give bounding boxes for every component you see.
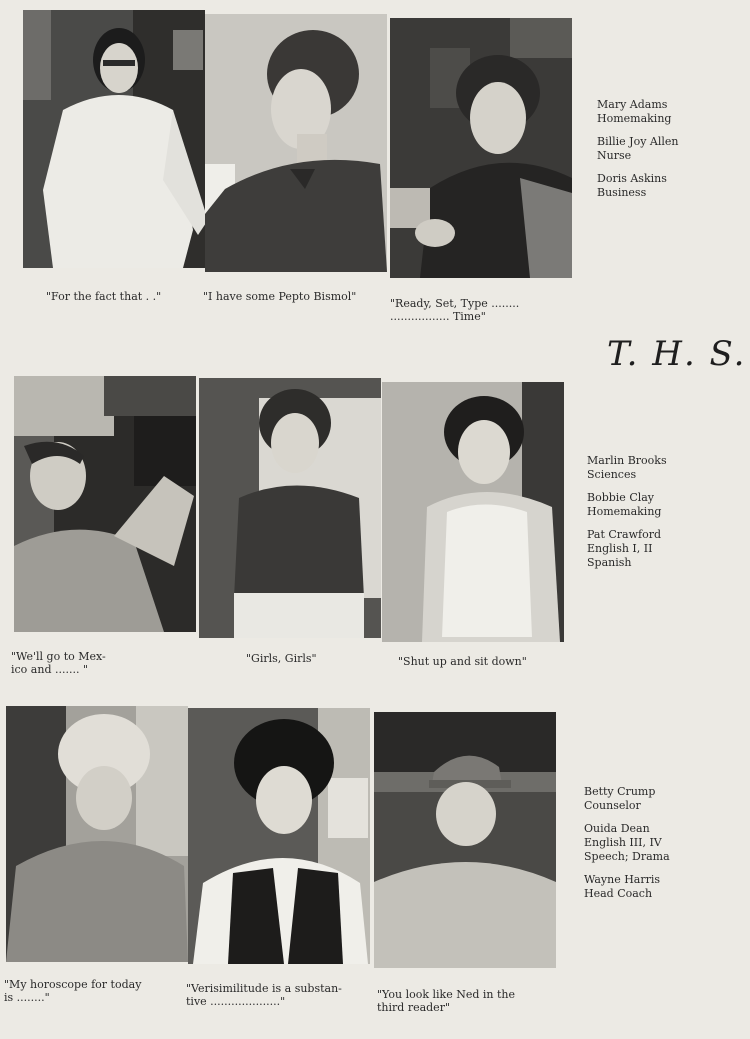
person-role: Nurse bbox=[597, 149, 632, 162]
person-ouida-dean bbox=[584, 822, 670, 864]
names-group-3 bbox=[584, 785, 670, 910]
caption-betty-crump: "My horoscope for today is ........" bbox=[4, 978, 142, 1004]
person-name: Wayne Harris bbox=[584, 873, 661, 886]
person-role: Counselor bbox=[584, 799, 641, 812]
photo-billie-joy-allen bbox=[205, 14, 387, 272]
person-bobbie-clay bbox=[587, 491, 667, 519]
person-name: Betty Crump bbox=[584, 785, 656, 798]
caption-billie-joy-allen: "I have some Pepto Bismol" bbox=[203, 290, 357, 303]
caption-ouida-dean: "Verisimilitude is a substan- tive ...................." bbox=[186, 982, 342, 1008]
person-marlin-brooks bbox=[587, 454, 667, 482]
person-role: English I, II bbox=[587, 542, 653, 555]
photo-mary-adams bbox=[23, 10, 205, 268]
photo-bobbie-clay bbox=[199, 378, 381, 638]
person-doris-askins bbox=[597, 172, 678, 200]
person-name: Doris Askins bbox=[597, 172, 667, 185]
person-betty-crump bbox=[584, 785, 670, 813]
names-group-1 bbox=[597, 98, 678, 209]
caption-pat-crawford: "Shut up and sit down" bbox=[398, 655, 527, 668]
person-name: Pat Crawford bbox=[587, 528, 662, 541]
person-name: Mary Adams bbox=[597, 98, 668, 111]
photo-doris-askins bbox=[390, 18, 572, 278]
person-role: Head Coach bbox=[584, 887, 653, 900]
caption-bobbie-clay: "Girls, Girls" bbox=[246, 652, 317, 665]
person-wayne-harris bbox=[584, 873, 670, 901]
person-role: Business bbox=[597, 186, 647, 199]
caption-wayne-harris: "You look like Ned in the third reader" bbox=[377, 988, 515, 1014]
names-group-2 bbox=[587, 454, 667, 579]
caption-mary-adams: "For the fact that . ." bbox=[46, 290, 162, 303]
photo-betty-crump bbox=[6, 706, 188, 962]
person-name: Marlin Brooks bbox=[587, 454, 667, 467]
person-mary-adams bbox=[597, 98, 678, 126]
photo-pat-crawford bbox=[382, 382, 564, 642]
page-title: T. H. S. bbox=[607, 334, 747, 374]
person-billie-joy-allen bbox=[597, 135, 678, 163]
person-name: Billie Joy Allen bbox=[597, 135, 679, 148]
person-name: Bobbie Clay bbox=[587, 491, 655, 504]
caption-marlin-brooks: "We'll go to Mex- ico and ....... " bbox=[11, 650, 106, 676]
photo-ouida-dean bbox=[188, 708, 370, 964]
person-name: Ouida Dean bbox=[584, 822, 650, 835]
person-role: English III, IV bbox=[584, 836, 662, 849]
person-role: Sciences bbox=[587, 468, 637, 481]
person-pat-crawford bbox=[587, 528, 667, 570]
person-role-2: Spanish bbox=[587, 556, 632, 569]
person-role: Homemaking bbox=[597, 112, 672, 125]
person-role-2: Speech; Drama bbox=[584, 850, 670, 863]
person-role: Homemaking bbox=[587, 505, 662, 518]
photo-wayne-harris bbox=[374, 712, 556, 968]
caption-doris-askins: "Ready, Set, Type ........ ................. Time" bbox=[390, 297, 520, 323]
photo-marlin-brooks bbox=[14, 376, 196, 632]
